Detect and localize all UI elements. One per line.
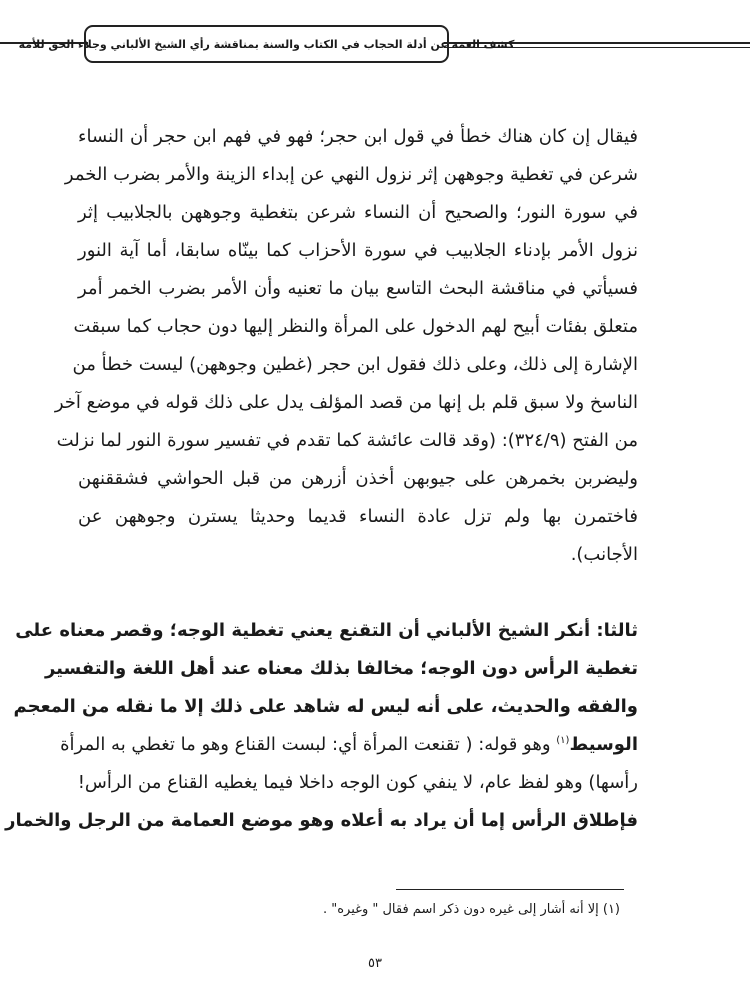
text-line-mixed — [60, 726, 638, 764]
text-line: الإشارة إلى ذلك، وعلى ذلك فقول ابن حجر (غطين وجوههن) ليست خطأ من — [72, 354, 638, 375]
text-line: فإطلاق الرأس إما أن يراد به أعلاه وهو موضع العمامة من الرجل والخمار — [5, 810, 638, 831]
text-line: فاختمرن بها ولم تزل عادة النساء قديما وحديثا يسترن وجوههن عن — [78, 506, 638, 527]
text-line: فسيأتي في مناقشة البحث التاسع بيان ما تعنيه وأن الأمر بضرب الخمر أمر — [78, 278, 638, 299]
paragraph-2 — [5, 612, 638, 840]
text-line: نزول الأمر بإدناء الجلابيب في سورة الأحزاب كما بينّاه سابقا، أما آية النور — [78, 240, 638, 261]
footnote-separator — [396, 889, 624, 890]
text-line: فيقال إن كان هناك خطأ في قول ابن حجر؛ فهو في فهم ابن حجر أن النساء — [78, 126, 638, 147]
text-run: وهو قوله: ( تقنعت المرأة أي: لبست القناع وهو ما تغطي به المرأة — [60, 734, 557, 755]
running-title: كشف الغمة عن أدلة الحجاب في الكتاب والسنة بمناقشة رأي الشيخ الألباني وجلاء الحق للأمة — [18, 37, 515, 51]
text-line: في سورة النور؛ والصحيح أن النساء شرعن بتغطية وجوههن بالجلابيب إثر — [78, 202, 638, 223]
text-line: متعلق بفئات أبيح لهم الدخول على المرأة والنظر إليها دون حجاب كما سبقت — [73, 316, 638, 337]
text-line: والفقه والحديث، على أنه ليس له شاهد على ذلك إلا ما نقله من المعجم — [13, 696, 638, 717]
text-line: تغطية الرأس دون الوجه؛ مخالفا بذلك معناه عند أهل اللغة والتفسير — [44, 658, 638, 679]
running-header — [18, 25, 515, 63]
paragraph-1 — [54, 118, 638, 574]
text-line: ثالثا: أنكر الشيخ الألباني أن التقنع يعني تغطية الوجه؛ وقصر معناه على — [15, 620, 638, 641]
page-number: ٥٣ — [368, 956, 382, 971]
text-line: الناسخ ولا سبق قلم بل إنها من قصد المؤلف يدل على ذلك قوله في موضع آخر — [54, 392, 638, 413]
footnote: (١) إلا أنه أشار إلى غيره دون ذكر اسم فقال " وغيره" . — [323, 902, 620, 917]
text-line: شرعن في تغطية وجوههن إثر نزول النهي عن إبداء الزينة والأمر بضرب الخمر — [64, 164, 638, 185]
text-line: وليضربن بخمرهن على جيوبهن أخذن أزرهن من قبل الحواشي فشققنهن — [78, 468, 638, 489]
bold-term: الوسيط — [569, 734, 638, 755]
text-line: من الفتح (٣٢٤/٩): (وقد قالت عائشة كما تقدم في تفسير سورة النور لما نزلت — [56, 430, 638, 451]
text-line: رأسها) وهو لفظ عام، لا ينفي كون الوجه داخلا فيما يغطيه القناع من الرأس! — [77, 772, 638, 793]
footnote-reference: (١) — [556, 735, 570, 746]
text-line: الأجانب). — [570, 544, 638, 565]
